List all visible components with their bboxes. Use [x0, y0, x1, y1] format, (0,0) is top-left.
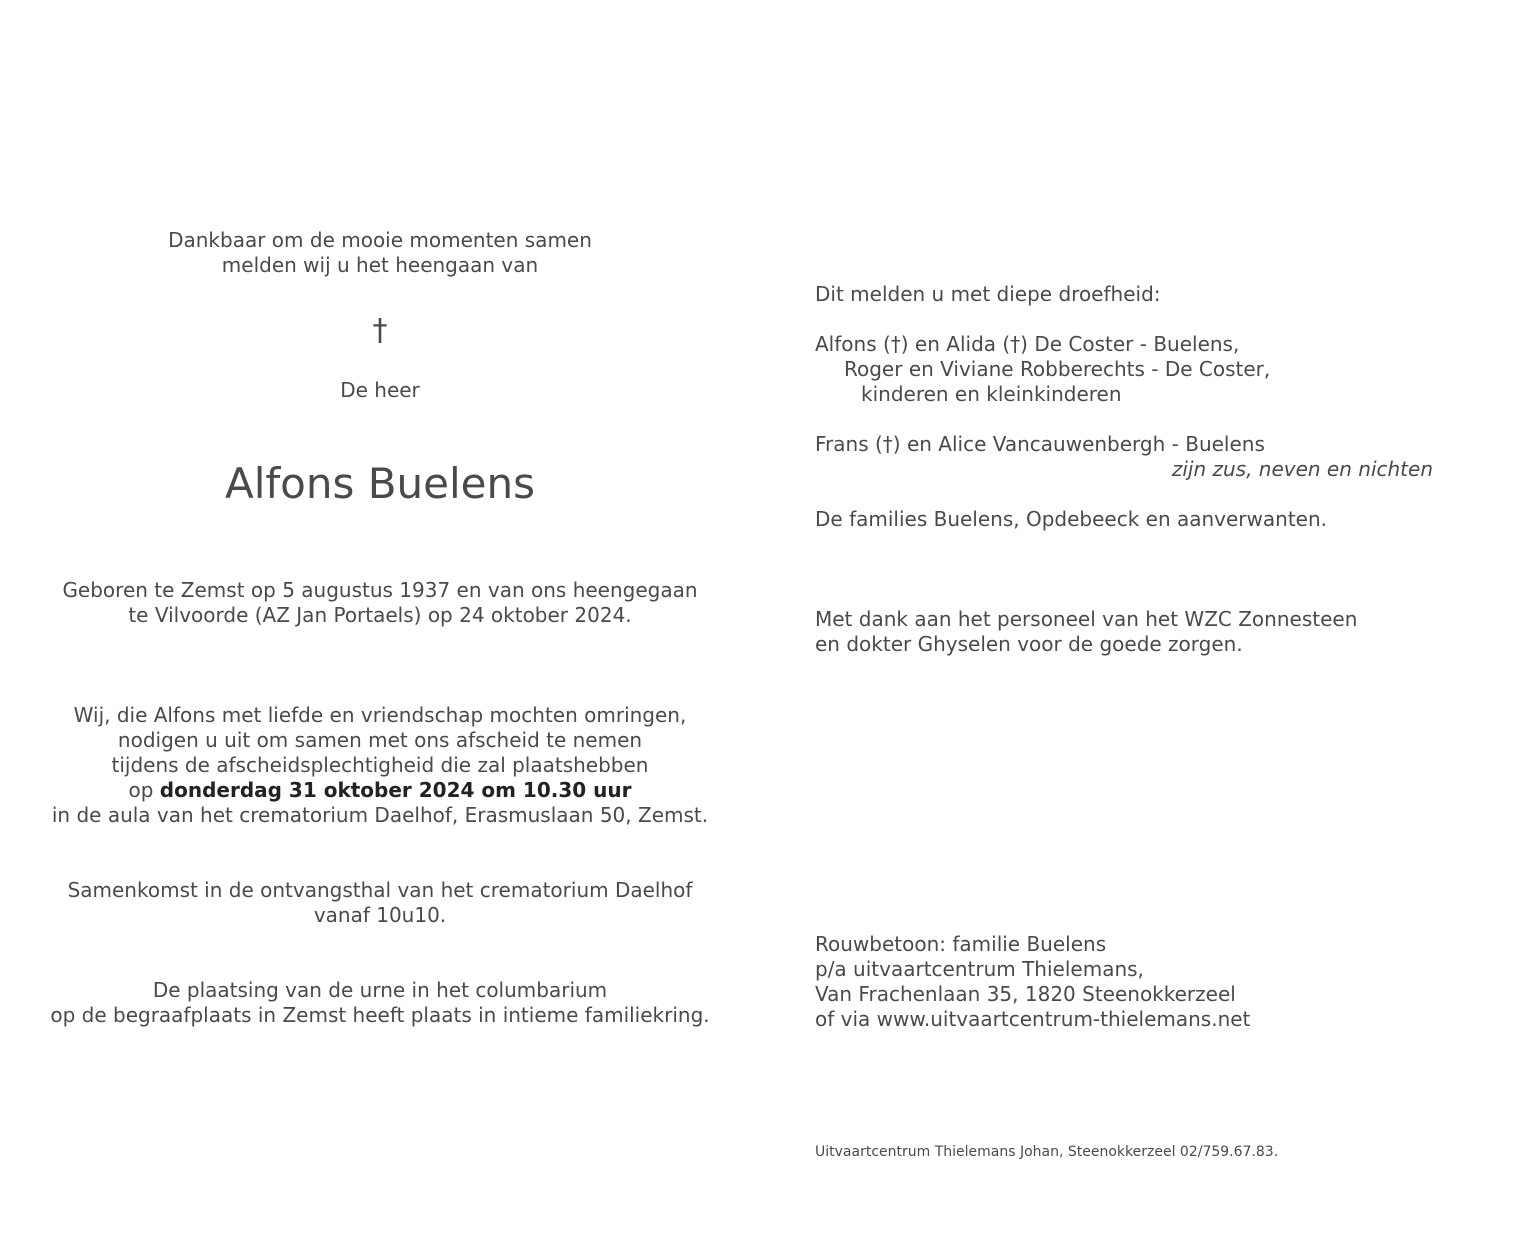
- funeral-home-footer: Uitvaartcentrum Thielemans Johan, Steenokkerzeel 02/759.67.83.: [815, 1144, 1279, 1160]
- condolences-address: [815, 932, 1455, 1032]
- thanks-line: en dokter Ghyselen voor de goede zorgen.: [815, 632, 1243, 656]
- invitation-line: Wij, die Alfons met liefde en vriendschap mochten omringen,: [73, 703, 687, 727]
- thanks-line: Met dank aan het personeel van het WZC Zonnesteen: [815, 607, 1358, 631]
- intro-line: Dankbaar om de mooie momenten samen: [168, 228, 592, 252]
- family-line: kinderen en kleinkinderen: [861, 382, 1122, 406]
- urn-line: De plaatsing van de urne in het columbarium: [152, 978, 608, 1002]
- intro-text: [30, 228, 730, 278]
- ceremony-location: in de aula van het crematorium Daelhof, Erasmuslaan 50, Zemst.: [51, 803, 709, 827]
- announcement: [815, 282, 1455, 307]
- family-list-1: [815, 332, 1455, 407]
- urn-text: [30, 978, 730, 1028]
- invitation-line: tijdens de afscheidsplechtigheid die zal plaatshebben: [111, 753, 649, 777]
- birth-line: te Vilvoorde (AZ Jan Portaels) op 24 oktober 2024.: [128, 603, 632, 627]
- birth-death-text: [30, 578, 730, 628]
- condolences-website[interactable]: of via www.uitvaartcentrum-thielemans.net: [815, 1007, 1251, 1031]
- condolences-line: Rouwbetoon: familie Buelens: [815, 932, 1107, 956]
- announcement-text: Dit melden u met diepe droefheid:: [815, 282, 1161, 306]
- family-line: Roger en Viviane Robberechts - De Coster,: [844, 357, 1271, 381]
- ceremony-date: donderdag 31 oktober 2024 om 10.30 uur: [159, 778, 632, 802]
- gathering-line: vanaf 10u10.: [313, 903, 447, 927]
- family-line: Alfons (†) en Alida (†) De Coster - Buelens,: [815, 332, 1240, 356]
- salutation-text: De heer: [340, 378, 420, 402]
- birth-line: Geboren te Zemst op 5 augustus 1937 en van ons heengegaan: [62, 578, 698, 602]
- invitation-line: nodigen u uit om samen met ons afscheid te nemen: [117, 728, 643, 752]
- family-line: Frans (†) en Alice Vancauwenbergh - Buelens: [815, 432, 1265, 456]
- urn-line: op de begraafplaats in Zemst heeft plaats in intieme familiekring.: [50, 1003, 710, 1027]
- date-prefix: op: [128, 778, 160, 802]
- salutation: [30, 378, 730, 403]
- deceased-name: Alfons Buelens: [224, 459, 536, 508]
- families-text: [815, 507, 1455, 532]
- gathering-text: [30, 878, 730, 928]
- condolences-line: Van Frachenlaan 35, 1820 Steenokkerzeel: [815, 982, 1236, 1006]
- deceased-name-block: [30, 459, 730, 509]
- ceremony-date-line: [30, 778, 730, 803]
- intro-line: melden wij u het heengaan van: [221, 253, 539, 277]
- thanks-text: [815, 607, 1455, 657]
- cross-icon: †: [372, 313, 388, 348]
- families-line: De families Buelens, Opdebeeck en aanverwanten.: [815, 507, 1328, 531]
- family-relation: zijn zus, neven en nichten: [1171, 457, 1433, 481]
- condolences-line: p/a uitvaartcentrum Thielemans,: [815, 957, 1144, 981]
- gathering-line: Samenkomst in de ontvangsthal van het crematorium Daelhof: [67, 878, 693, 902]
- invitation-text: [30, 703, 730, 828]
- family-list-2: [815, 432, 1455, 482]
